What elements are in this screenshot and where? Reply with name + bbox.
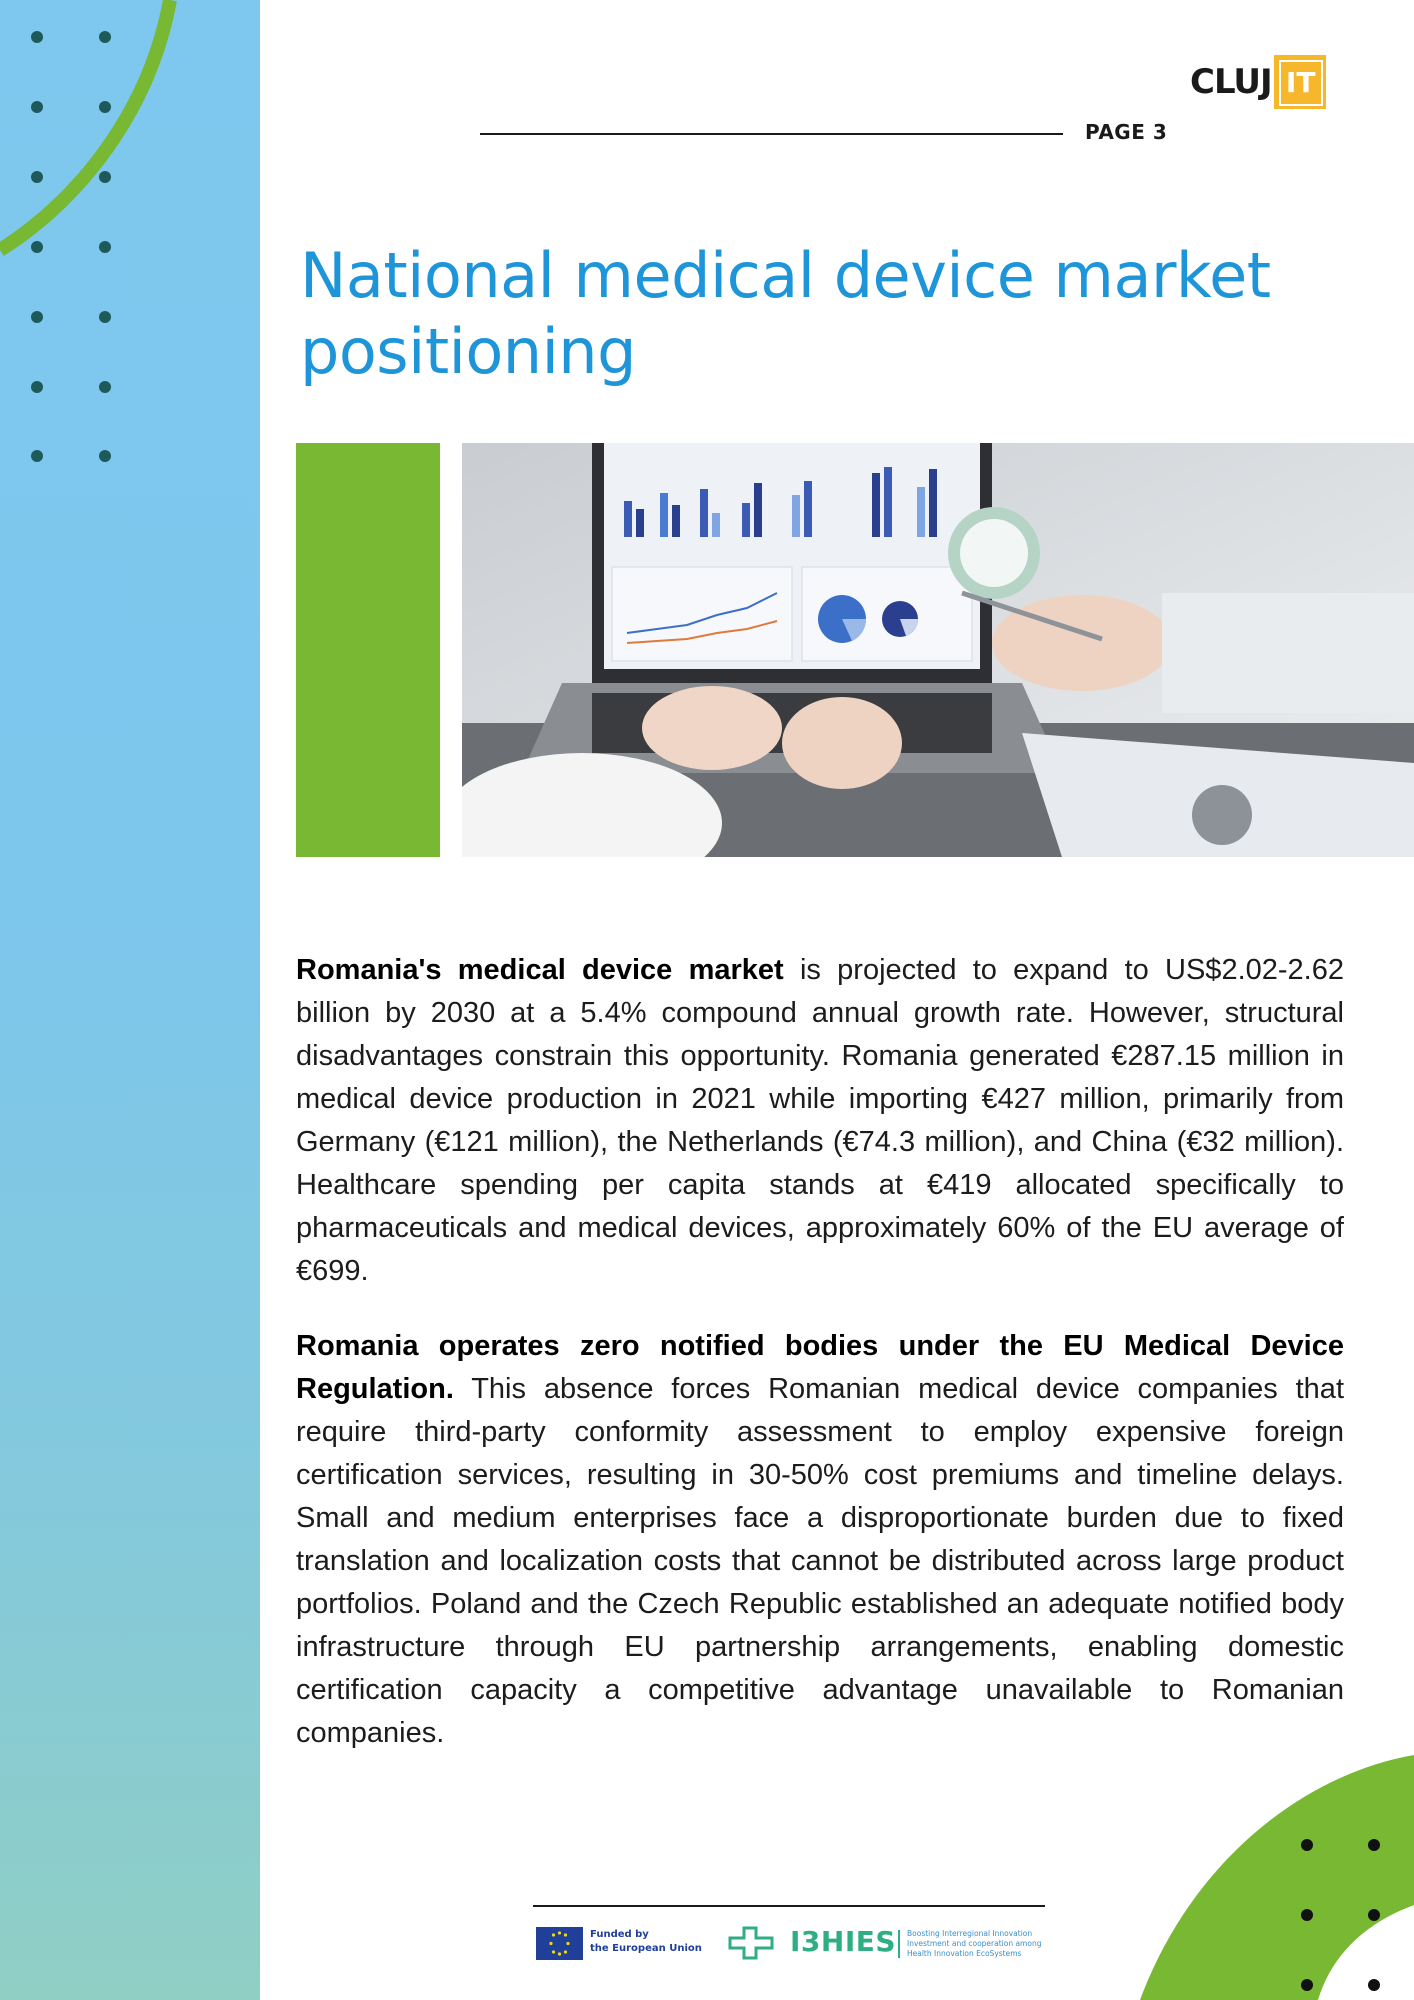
i3hies-tagline: Boosting Interregional Innovation Investment and cooperation among Health Innovation EcoSystems [907, 1929, 1042, 1958]
green-accent-bar [296, 443, 440, 857]
paragraph-body: This absence forces Romanian medical device companies that require third-party conformity assessment to employ expensive foreign certification services, resulting in 30-50% cost premiums and timeline delays. Small and medium enterprises face a disproportionate burden due to fixed translation and localization costs that cannot be distributed across large product portfolios. Poland and the Czech Republic established an adequate notified body infrastructure through EU partnership arrangements, enabling domestic certification capacity a competitive advantage unavailable to Romanian companies. [296, 1373, 1344, 1749]
eu-flag-icon [536, 1927, 583, 1960]
paragraph-lead: Romania operates zero notified bodies under the EU Medical Device Regulation. [296, 1330, 1344, 1405]
paragraph-notified-bodies [296, 1325, 1344, 1755]
header-divider [480, 133, 1063, 135]
i3hies-separator [898, 1930, 900, 1958]
page-title: National medical device market positioning [300, 239, 1271, 388]
paragraph-market-overview [296, 949, 1344, 1293]
paragraph-body: is projected to expand to US$2.02-2.62 billion by 2030 at a 5.4% compound annual growth rate. However, structural disadvantages constrain this opportunity. Romania generated €287.15 million in medical device production in 2021 while importing €427 million, primarily from Germany (€121 million), the Netherlands (€74.3 million), and China (€32 million). Healthcare spending per capita stands at €419 allocated specifically to pharmaceuticals and medical devices, approximately 60% of the EU average of €699. [296, 954, 1344, 1287]
cluj-it-logo [1190, 52, 1326, 112]
logo-wordmark: CLUJ [1190, 62, 1272, 102]
laptop-analytics-photo [462, 443, 1414, 857]
footer-divider [533, 1905, 1045, 1907]
logo-badge: IT [1274, 55, 1326, 109]
paragraph-lead: Romania's medical device market [296, 954, 784, 986]
green-corner-decoration [1140, 1755, 1414, 2000]
i3hies-wordmark: I3HIES [790, 1925, 897, 1958]
page-number: PAGE 3 [1085, 120, 1168, 144]
eu-funding-label: Funded by the European Union [590, 1929, 702, 1954]
i3hies-cross-icon [728, 1926, 774, 1960]
side-decoration-band [0, 0, 260, 2000]
